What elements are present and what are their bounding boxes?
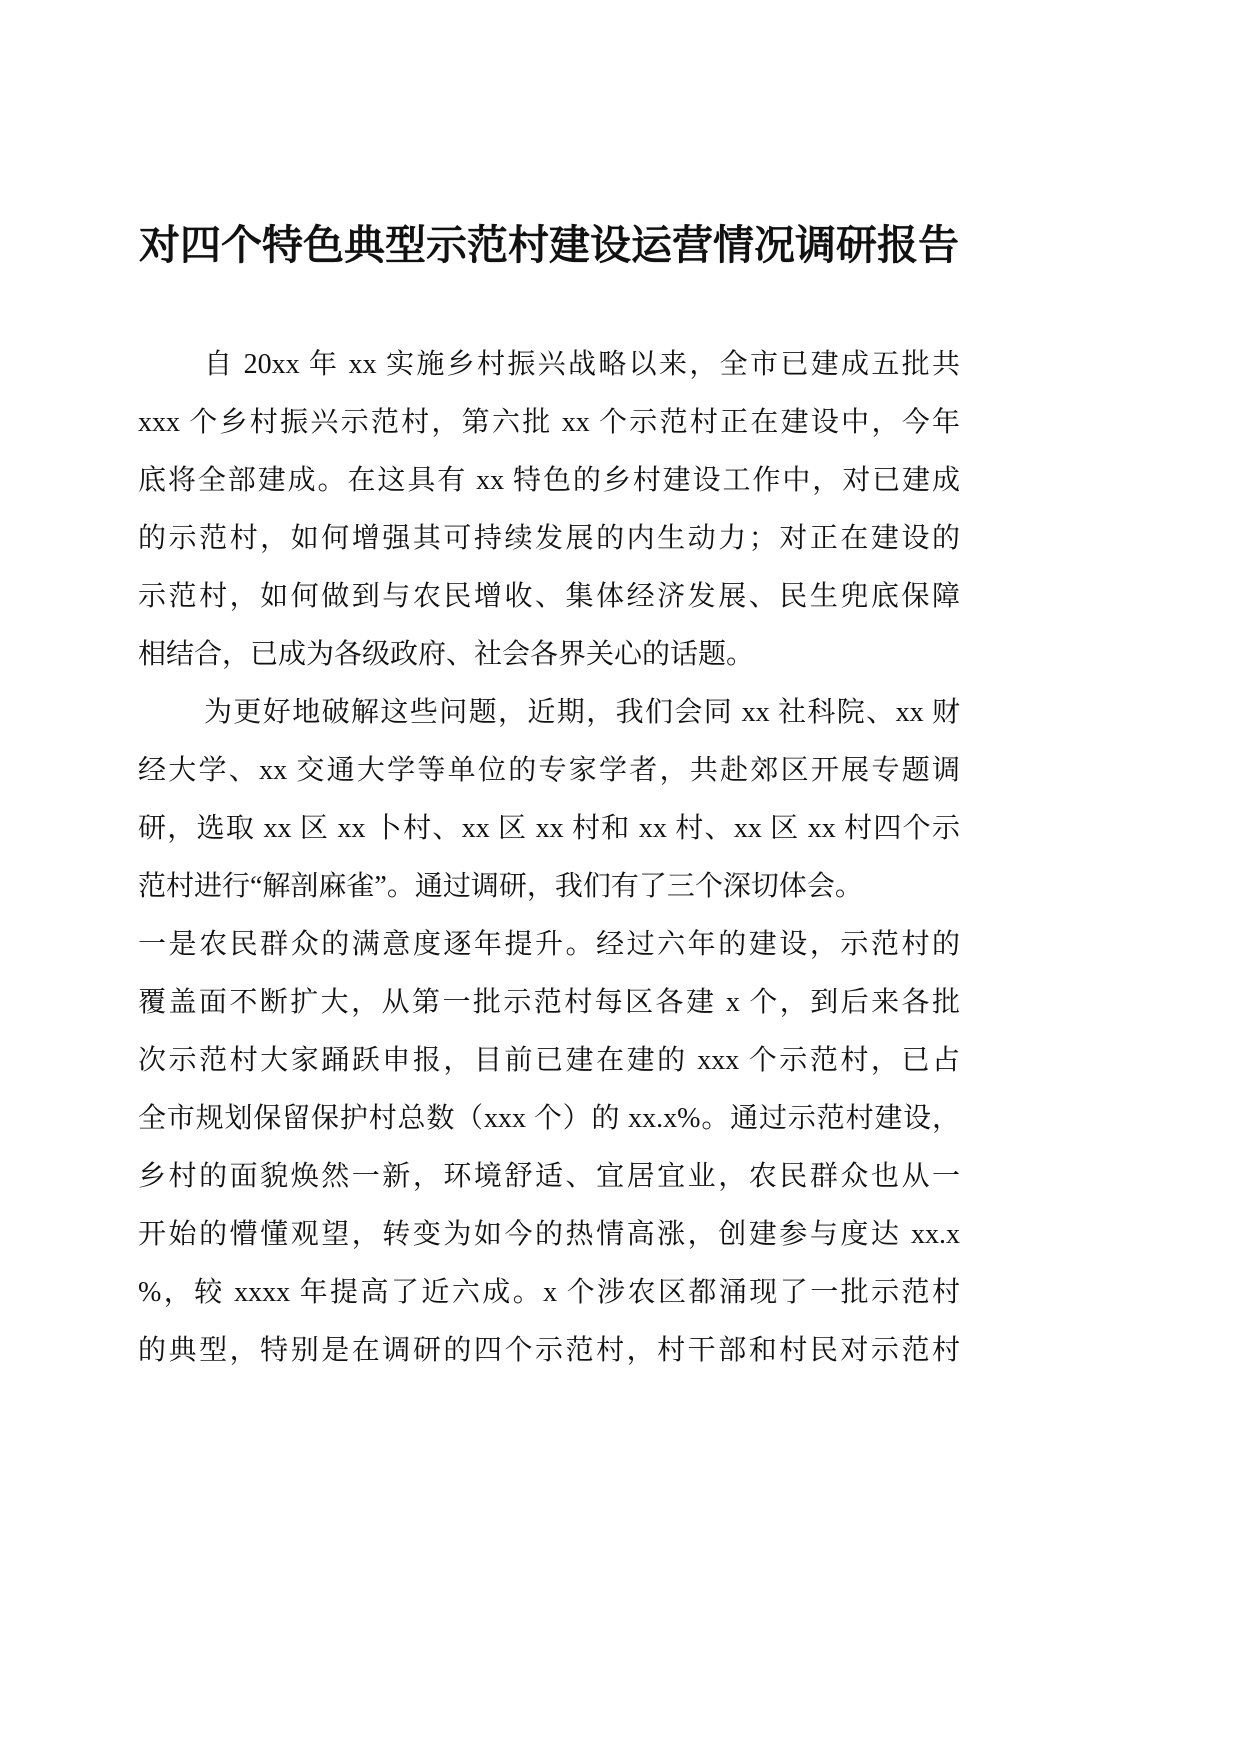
body-line: 的示范村，如何增强其可持续发展的内生动力；对正在建设的 bbox=[138, 523, 960, 554]
body-line: 相结合，已成为各级政府、社会各界关心的话题。 bbox=[138, 639, 755, 670]
paragraph-research bbox=[138, 684, 960, 916]
body-line: xxx 个乡村振兴示范村，第六批 xx 个示范村正在建设中，今年 bbox=[138, 407, 960, 438]
body-line: 自 20xx 年 xx 实施乡村振兴战略以来，全市已建成五批共 bbox=[204, 349, 960, 380]
body-line: 研，选取 xx 区 xx 卜村、xx 区 xx 村和 xx 村、xx 区 xx 村四个示 bbox=[138, 813, 960, 844]
body-line: 的典型，特别是在调研的四个示范村，村干部和村民对示范村 bbox=[138, 1335, 960, 1366]
body-line: 一是农民群众的满意度逐年提升。经过六年的建设，示范村的 bbox=[138, 929, 960, 960]
document-title: 对四个特色典型示范村建设运营情况调研报告 bbox=[139, 222, 959, 268]
body-line: 次示范村大家踊跃申报，目前已建在建的 xxx 个示范村，已占 bbox=[138, 1045, 960, 1076]
body-line: 覆盖面不断扩大，从第一批示范村每区各建 x 个，到后来各批 bbox=[138, 987, 960, 1018]
body-line: 全市规划保留保护村总数（xxx 个）的 xx.x%。通过示范村建设， bbox=[138, 1103, 960, 1134]
body-line: 经大学、xx 交通大学等单位的专家学者，共赴郊区开展专题调 bbox=[138, 755, 960, 786]
paragraph-intro bbox=[138, 336, 960, 684]
body-line: 底将全部建成。在这具有 xx 特色的乡村建设工作中，对已建成 bbox=[138, 465, 960, 496]
body-text bbox=[138, 336, 960, 1380]
body-line: 开始的懵懂观望，转变为如今的热情高涨，创建参与度达 xx.x bbox=[138, 1219, 960, 1250]
body-line: 示范村，如何做到与农民增收、集体经济发展、民生兜底保障 bbox=[138, 581, 960, 612]
body-line: 范村进行“解剖麻雀”。通过调研，我们有了三个深切体会。 bbox=[138, 871, 863, 902]
body-line: 乡村的面貌焕然一新，环境舒适、宜居宜业，农民群众也从一 bbox=[138, 1161, 960, 1192]
body-line: %，较 xxxx 年提高了近六成。x 个涉农区都涌现了一批示范村 bbox=[138, 1277, 960, 1308]
body-line: 为更好地破解这些问题，近期，我们会同 xx 社科院、xx 财 bbox=[204, 697, 960, 728]
paragraph-satisfaction bbox=[138, 916, 960, 1380]
